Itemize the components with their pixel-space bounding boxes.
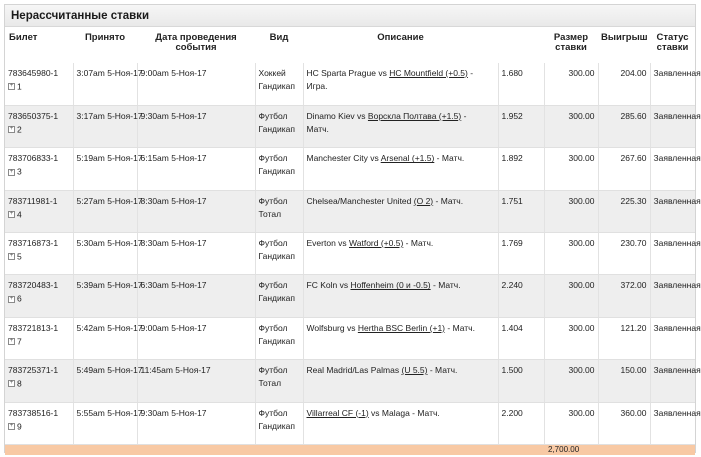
desc-suffix-line2: Матч. (306, 123, 329, 134)
description-cell (303, 190, 498, 232)
type-cell (255, 275, 303, 317)
status-cell: Заявленная (650, 63, 695, 105)
vs-separator: vs (367, 153, 381, 164)
winnings-cell: 267.60 (598, 148, 650, 190)
unsettled-bets-panel (4, 4, 701, 455)
ticket-id: 783721813-1 (8, 322, 59, 333)
vs-separator: vs (368, 407, 382, 418)
sport-label: Футбол (258, 153, 288, 164)
col-header-odds (498, 27, 544, 63)
ticket-cell (5, 360, 73, 402)
description-cell (303, 148, 498, 190)
description-cell (303, 275, 498, 317)
description-cell (303, 360, 498, 402)
col-header-accepted: Принято (84, 32, 126, 43)
table-row (5, 148, 695, 190)
ticket-cell (5, 148, 73, 190)
stake-cell: 300.00 (544, 105, 598, 147)
desc-suffix: - Матч. (427, 365, 458, 376)
winnings-cell: 204.00 (598, 63, 650, 105)
expand-icon[interactable]: + (9, 338, 14, 345)
stake-cell: 300.00 (544, 148, 598, 190)
market-label: Гандикап (258, 420, 295, 431)
row-index: 3 (17, 166, 22, 177)
ticket-id: 783650375-1 (8, 110, 59, 121)
accepted-cell: 5:55am 5-Ноя-17 (73, 402, 137, 444)
winnings-cell: 360.00 (598, 402, 650, 444)
selection-link[interactable]: (U 5.5) (401, 365, 428, 376)
event-time-cell: 6:15am 5-Ноя-17 (137, 148, 255, 190)
desc-suffix-line2: Игра. (306, 81, 328, 91)
description-cell (303, 63, 498, 105)
row-index: 7 (17, 336, 22, 347)
status-cell: Заявленная (650, 402, 695, 444)
selection-link[interactable]: Arsenal (+1.5) (380, 153, 435, 164)
desc-suffix: - (467, 68, 474, 78)
col-header-stake: Размер ставки (553, 32, 589, 53)
team-a-link[interactable]: Villarreal CF (-1) (306, 407, 369, 418)
bets-table (5, 27, 701, 455)
market-label: Гандикап (258, 123, 295, 134)
desc-suffix: - Матч. (430, 280, 461, 291)
col-header-type: Вид (269, 32, 289, 43)
ticket-id: 783706833-1 (8, 153, 59, 164)
stake-cell: 300.00 (544, 63, 598, 105)
row-index: 4 (17, 208, 22, 219)
type-cell (255, 63, 303, 105)
desc-suffix: - (461, 110, 467, 121)
expand-icon[interactable]: + (9, 295, 14, 302)
type-cell (255, 190, 303, 232)
event-time-cell: 6:30am 5-Ноя-17 (137, 275, 255, 317)
ticket-id: 783725371-1 (8, 365, 59, 376)
col-header-status: Статус ставки (656, 32, 689, 53)
ticket-cell (5, 105, 73, 147)
ticket-cell (5, 275, 73, 317)
description-cell (303, 317, 498, 359)
total-stake: 2,700.00 (544, 445, 598, 456)
ticket-id: 783720483-1 (8, 280, 59, 291)
sport-label: Хоккей (258, 68, 286, 78)
odds-cell: 2.240 (498, 275, 544, 317)
type-cell (255, 317, 303, 359)
event-time-cell: 8:30am 5-Ноя-17 (137, 233, 255, 275)
status-cell: Заявленная (650, 190, 695, 232)
ticket-cell (5, 233, 73, 275)
ticket-cell (5, 317, 73, 359)
table-row (5, 63, 695, 105)
ticket-id: 783645980-1 (8, 68, 59, 78)
col-header-event-time: Дата проведения события (155, 32, 237, 53)
table-row (5, 233, 695, 275)
winnings-cell: 150.00 (598, 360, 650, 402)
ticket-id: 783738516-1 (8, 407, 59, 418)
selection-link[interactable]: Hoffenheim (0 и -0.5) (350, 280, 431, 291)
event-time-cell: 9:30am 5-Ноя-17 (137, 105, 255, 147)
stake-cell: 300.00 (544, 402, 598, 444)
ticket-cell (5, 402, 73, 444)
row-index: 6 (17, 293, 22, 304)
market-label: Тотал (258, 208, 282, 219)
expand-icon[interactable]: + (9, 210, 14, 217)
accepted-cell: 3:07am 5-Ноя-17 (73, 63, 137, 105)
accepted-cell: 5:27am 5-Ноя-17 (73, 190, 137, 232)
market-label: Гандикап (258, 251, 295, 262)
desc-suffix: - Матч. (409, 407, 440, 418)
description-cell (303, 105, 498, 147)
row-index: 8 (17, 378, 22, 389)
market-label: Тотал (258, 378, 282, 389)
status-cell: Заявленная (650, 148, 695, 190)
winnings-cell: 230.70 (598, 233, 650, 275)
expand-icon[interactable]: + (9, 126, 14, 133)
type-cell (255, 105, 303, 147)
event-time-cell: 8:30am 5-Ноя-17 (137, 190, 255, 232)
winnings-cell: 372.00 (598, 275, 650, 317)
col-header-description: Описание (377, 32, 424, 43)
ticket-id: 783716873-1 (8, 238, 59, 249)
row-index: 5 (17, 251, 22, 262)
team-b: Malaga (381, 407, 410, 418)
ticket-cell (5, 190, 73, 232)
odds-cell: 1.680 (498, 63, 544, 105)
ticket-id: 783711981-1 (8, 195, 58, 206)
expand-icon[interactable]: + (9, 422, 14, 429)
team-a: Everton (306, 238, 336, 249)
odds-cell: 1.500 (498, 360, 544, 402)
table-row (5, 105, 695, 147)
totals-row (5, 445, 695, 456)
vs-separator: vs (337, 280, 351, 291)
accepted-cell: 5:39am 5-Ноя-17 (73, 275, 137, 317)
type-cell (255, 148, 303, 190)
event-time-cell: 9:30am 5-Ноя-17 (137, 402, 255, 444)
team-a: Dinamo Kiev (306, 110, 355, 121)
accepted-cell: 3:17am 5-Ноя-17 (73, 105, 137, 147)
vs-separator: vs (344, 322, 358, 333)
sport-label: Футбол (258, 407, 288, 418)
status-cell: Заявленная (650, 360, 695, 402)
expand-icon[interactable]: + (9, 380, 14, 387)
team-a: Chelsea/Manchester United (306, 195, 412, 206)
ticket-cell (5, 63, 73, 105)
market-label: Гандикап (258, 293, 295, 304)
row-index: 2 (17, 124, 22, 135)
desc-suffix: - Матч. (433, 195, 464, 206)
team-a: Real Madrid/Las Palmas (306, 365, 400, 376)
expand-icon[interactable]: + (9, 253, 14, 260)
winnings-cell: 121.20 (598, 317, 650, 359)
odds-cell: 1.404 (498, 317, 544, 359)
team-a: Manchester City (306, 153, 368, 164)
desc-suffix: - Матч. (445, 322, 475, 333)
stake-cell: 300.00 (544, 275, 598, 317)
stake-cell: 300.00 (544, 317, 598, 359)
table-row (5, 275, 695, 317)
type-cell (255, 360, 303, 402)
event-time-cell: 11:45am 5-Ноя-17 (137, 360, 255, 402)
event-time-cell: 9:00am 5-Ноя-17 (137, 317, 255, 359)
row-index: 9 (17, 420, 22, 431)
status-cell: Заявленная (650, 105, 695, 147)
selection-link[interactable]: (O 2) (413, 195, 434, 206)
stake-cell: 300.00 (544, 360, 598, 402)
selection-link[interactable]: Ворскла Полтава (+1.5) (367, 110, 462, 121)
sport-label: Футбол (258, 195, 288, 206)
status-cell: Заявленная (650, 275, 695, 317)
market-label: Гандикап (258, 335, 295, 346)
odds-cell: 1.892 (498, 148, 544, 190)
selection-link[interactable]: Hertha BSC Berlin (+1) (357, 322, 446, 333)
stake-cell: 300.00 (544, 233, 598, 275)
status-cell: Заявленная (650, 317, 695, 359)
sport-label: Футбол (258, 322, 288, 333)
event-time-cell: 9:00am 5-Ноя-17 (137, 63, 255, 105)
desc-suffix: - Матч. (403, 238, 434, 249)
winnings-cell: 285.60 (598, 105, 650, 147)
row-index: 1 (17, 81, 22, 92)
odds-cell: 1.769 (498, 233, 544, 275)
accepted-cell: 5:19am 5-Ноя-17 (73, 148, 137, 190)
col-header-ticket: Билет (9, 32, 38, 43)
sport-label: Футбол (258, 280, 288, 291)
team-a: HC Sparta Prague (306, 68, 376, 78)
winnings-cell: 225.30 (598, 190, 650, 232)
col-header-winnings: Выигрыш (601, 32, 648, 43)
type-cell (255, 402, 303, 444)
odds-cell: 1.751 (498, 190, 544, 232)
market-label: Гандикап (258, 166, 295, 177)
sport-label: Футбол (258, 238, 288, 249)
sport-label: Футбол (258, 365, 288, 376)
market-label: Гандикап (258, 81, 295, 91)
desc-suffix: - Матч. (434, 153, 465, 164)
type-cell (255, 233, 303, 275)
vs-separator: vs (335, 238, 350, 249)
panel-title: Нерассчитанные ставки (5, 5, 695, 27)
table-row (5, 190, 695, 232)
table-row (5, 317, 695, 359)
team-a: FC Koln (306, 280, 338, 291)
vs-separator: vs (375, 68, 390, 78)
table-row (5, 360, 695, 402)
table-row (5, 402, 695, 444)
selection-link[interactable]: Watford (+0.5) (349, 238, 404, 249)
expand-icon[interactable]: + (9, 83, 14, 90)
stake-cell: 300.00 (544, 190, 598, 232)
selection-link[interactable]: HC Mountfield (+0.5) (389, 68, 468, 78)
accepted-cell: 5:42am 5-Ноя-17 (73, 317, 137, 359)
vs-separator: vs (354, 110, 368, 121)
table-header-row (5, 27, 695, 63)
team-a: Wolfsburg (306, 322, 345, 333)
sport-label: Футбол (258, 110, 288, 121)
odds-cell: 1.952 (498, 105, 544, 147)
description-cell (303, 233, 498, 275)
odds-cell: 2.200 (498, 402, 544, 444)
expand-icon[interactable]: + (9, 168, 14, 175)
accepted-cell: 5:30am 5-Ноя-17 (73, 233, 137, 275)
accepted-cell: 5:49am 5-Ноя-17 (73, 360, 137, 402)
status-cell: Заявленная (650, 233, 695, 275)
description-cell (303, 402, 498, 444)
